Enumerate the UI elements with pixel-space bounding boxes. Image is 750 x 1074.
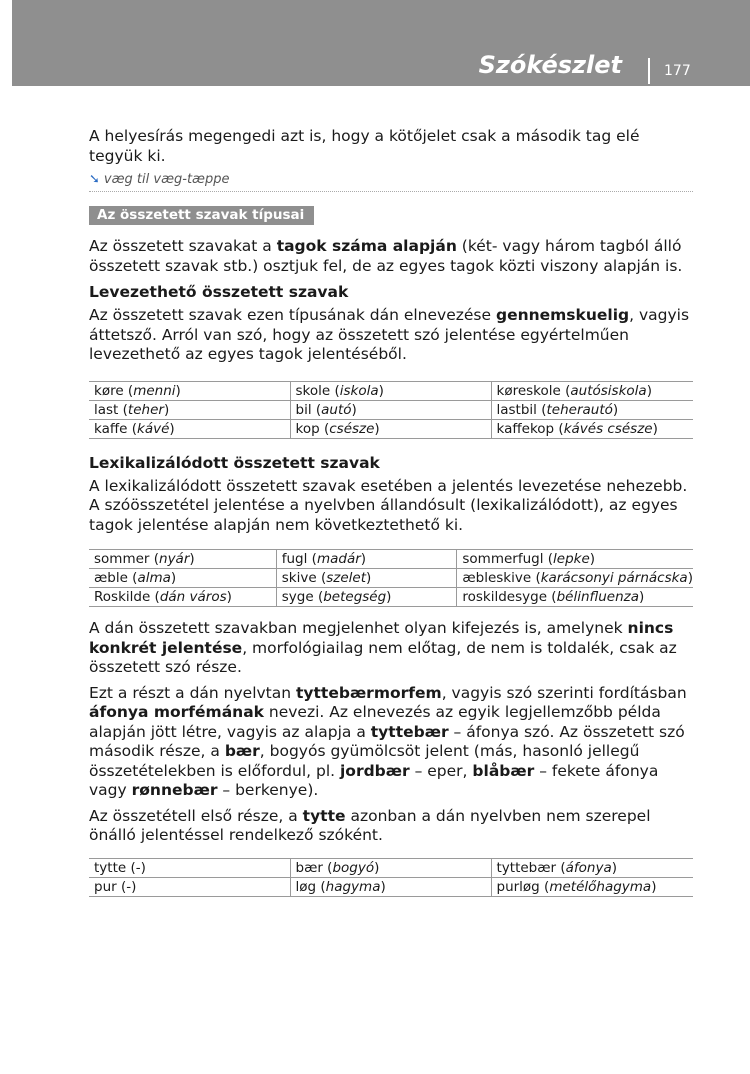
running-header-title: Szókészlet: [478, 51, 622, 79]
text-run: Az összetétell első része, a: [89, 806, 303, 825]
lexicalized-words-table: [89, 549, 693, 607]
table-cell: tytte (-): [89, 858, 290, 877]
table-cell: køreskole (autósiskola): [491, 381, 693, 400]
danish-word: lastbil: [496, 401, 537, 418]
translation: csésze: [329, 420, 375, 437]
first-part-paragraph: [89, 807, 693, 846]
nincs-paragraph: [89, 619, 693, 678]
danish-word: Roskilde: [94, 589, 151, 605]
danish-word: skive: [281, 570, 317, 586]
table-cell: syge (betegség): [276, 588, 457, 607]
header-divider: [648, 58, 650, 84]
translation: -: [135, 859, 141, 876]
section-paragraph: [89, 237, 693, 276]
danish-word: sommer: [94, 551, 150, 567]
bold-run: jordbær: [339, 761, 410, 780]
translation: teher: [127, 401, 164, 418]
translation: áfonya: [565, 859, 612, 876]
table-cell: bil (autó): [290, 400, 491, 419]
translation: menni: [133, 382, 176, 399]
translation: nyár: [159, 551, 190, 567]
translation: metélőhagyma: [549, 878, 652, 895]
translation: autósiskola: [570, 382, 647, 399]
page-number: 177: [664, 63, 691, 79]
danish-word: pur: [94, 878, 117, 895]
table-cell: køre (menni): [89, 381, 290, 400]
danish-word: last: [94, 401, 119, 418]
text-run: nevezi. Az elnevezés az egyik legjellemzőbb példa alapján jött létre, vagyis az alapja a: [89, 703, 661, 741]
table-cell: purløg (metélőhagyma): [491, 877, 693, 896]
translation: bélinfluenza: [556, 589, 640, 605]
example-note: [89, 172, 693, 192]
table-cell: roskildesyge (bélinfluenza): [457, 588, 693, 607]
table-row: [89, 858, 693, 877]
translation: kávés csésze: [563, 420, 653, 437]
danish-word: kaffekop: [496, 420, 555, 437]
translation: betegség: [323, 589, 387, 605]
table-row: [89, 877, 693, 896]
text-run: Ezt a részt a dán nyelvtan: [89, 683, 296, 702]
derivable-paragraph: [89, 306, 693, 365]
table-cell: skive (szelet): [276, 569, 457, 588]
danish-word: køre: [94, 382, 124, 399]
bold-run: tagok száma alapján: [276, 237, 457, 255]
table-cell: lastbil (teherautó): [491, 400, 693, 419]
danish-word: tyttebær: [496, 859, 557, 876]
tytte-words-table: [89, 858, 693, 897]
bold-run: tytte: [302, 806, 346, 825]
arrow-icon: ➘: [89, 172, 100, 187]
danish-word: køreskole: [496, 382, 561, 399]
danish-word: bær: [295, 859, 323, 876]
translation: -: [126, 878, 132, 895]
text-run: – áfonya szó. Az összetett szó második része, a: [89, 722, 685, 760]
bold-run: áfonya morfémának: [89, 703, 264, 721]
bold-run: tyttebærmorfem: [296, 683, 442, 702]
text-run: – berkenye).: [217, 781, 319, 799]
text-run: azonban a dán nyelvben nem szerepel önálló jelentéssel rendelkező szóként.: [89, 806, 651, 844]
translation: karácsonyi párnácska: [540, 570, 688, 586]
danish-word: purløg: [496, 878, 540, 895]
text-run: , vagyis áttetsző. Arról van szó, hogy az összetett szó jelentése egyértelműen levezethető az egyes tagok jelentéséből.: [89, 306, 690, 363]
danish-word: løg: [295, 878, 317, 895]
translation: kávé: [137, 420, 170, 437]
table-cell: pur (-): [89, 877, 290, 896]
example-note-text: væg til væg-tæppe: [103, 172, 230, 187]
intro-paragraph: A helyesírás megengedi azt is, hogy a kötőjelet csak a második tag elé tegyük ki.: [89, 127, 640, 165]
table-row: [89, 381, 693, 400]
section-heading: Az összetett szavak típusai: [89, 206, 314, 225]
table-cell: sommerfugl (lepke): [457, 550, 693, 569]
danish-word: æble: [94, 570, 128, 586]
bold-run: gennemskuelig: [495, 306, 630, 324]
table-cell: kop (csésze): [290, 419, 491, 438]
table-cell: Roskilde (dán város): [89, 588, 276, 607]
text-run: Az összetett szavak ezen típusának dán elnevezése: [89, 306, 496, 324]
table-cell: kaffe (kávé): [89, 419, 290, 438]
danish-word: fugl: [281, 551, 308, 567]
danish-word: roskildesyge: [462, 589, 548, 605]
translation: madár: [316, 551, 361, 567]
lexicalized-paragraph: A lexikalizálódott összetett szavak esetében a jelentés levezetése nehezebb. A szóösszetétel jelentése a nyelvben állandósult (lexikalizálódott), az egyes tagok jelentése alapján nem következtethető ki.: [89, 476, 688, 534]
table-cell: løg (hagyma): [290, 877, 491, 896]
text-run: A dán összetett szavakban megjelenhet olyan kifejezés is, amelynek: [89, 619, 628, 637]
danish-word: skole: [295, 382, 331, 399]
text-run: , vagyis szó szerinti fordításban: [441, 683, 687, 702]
subheading-derivable: Levezethető összetett szavak: [89, 283, 349, 301]
bold-run: blåbær: [472, 761, 535, 780]
table-cell: fugl (madár): [276, 550, 457, 569]
text-run: – fekete áfonya vagy: [89, 761, 659, 799]
table-cell: skole (iskola): [290, 381, 491, 400]
danish-word: tytte: [94, 859, 127, 876]
translation: iskola: [339, 382, 379, 399]
text-run: Az összetett szavakat a: [89, 237, 277, 255]
translation: dán város: [159, 589, 227, 605]
translation: alma: [137, 570, 171, 586]
subheading-lexicalized: Lexikalizálódott összetett szavak: [89, 453, 380, 472]
bold-run: tyttebær: [370, 722, 449, 741]
table-cell: sommer (nyár): [89, 550, 276, 569]
derivable-words-table: [89, 381, 693, 439]
translation: autó: [321, 401, 352, 418]
text-run: – eper,: [409, 761, 473, 780]
danish-word: kop: [295, 420, 320, 437]
table-row: [89, 569, 693, 588]
table-cell: tyttebær (áfonya): [491, 858, 693, 877]
danish-word: kaffe: [94, 420, 128, 437]
bold-run: bær: [224, 742, 260, 760]
bold-run: nincs konkrét jelentése: [89, 619, 674, 657]
table-cell: æbleskive (karácsonyi párnácska): [457, 569, 693, 588]
translation: szelet: [326, 570, 366, 586]
table-cell: bær (bogyó): [290, 858, 491, 877]
danish-word: bil: [295, 401, 312, 418]
danish-word: æbleskive: [462, 570, 532, 586]
table-cell: kaffekop (kávés csésze): [491, 419, 693, 438]
danish-word: sommerfugl: [462, 551, 544, 567]
tytte-paragraph: [89, 684, 693, 801]
table-row: [89, 419, 693, 438]
page-content: [89, 127, 693, 907]
header-band: [12, 0, 750, 86]
translation: teherautó: [546, 401, 613, 418]
text-run: , bogyós gyümölcsöt jelent (más, hasonló jellegű összetételekben is előfordul, pl.: [89, 742, 640, 780]
text-run: (két- vagy három tagból álló összetett szavak stb.) osztjuk fel, de az egyes tagok közti viszony alapján is.: [89, 237, 683, 275]
table-row: [89, 400, 693, 419]
translation: bogyó: [332, 859, 375, 876]
text-run: , morfológiailag nem előtag, de nem is toldalék, csak az összetett szó része.: [89, 638, 677, 676]
table-row: [89, 588, 693, 607]
table-cell: last (teher): [89, 400, 290, 419]
danish-word: syge: [281, 589, 314, 605]
translation: lepke: [553, 551, 590, 567]
table-row: [89, 550, 693, 569]
table-cell: æble (alma): [89, 569, 276, 588]
translation: hagyma: [325, 878, 381, 895]
bold-run: rønnebær: [131, 781, 218, 799]
